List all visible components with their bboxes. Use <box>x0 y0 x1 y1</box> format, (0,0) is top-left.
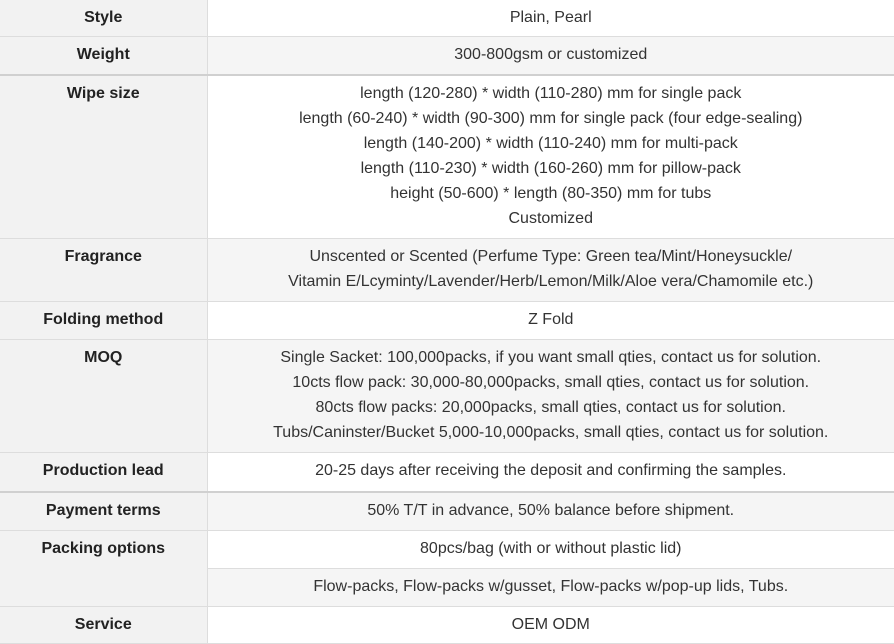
row-value <box>207 75 894 239</box>
row-label <box>0 531 207 607</box>
value-line: Single Sacket: 100,000packs, if you want small qties, contact us for solution. <box>208 345 894 370</box>
row-label-text: MOQ <box>0 345 207 370</box>
value-line: height (50-600) * length (80-350) mm for tubs <box>208 181 894 206</box>
value-line: length (120-280) * width (110-280) mm for single pack <box>208 81 894 106</box>
value-line: Z Fold <box>208 307 894 332</box>
row-label-text: Packing options <box>0 536 207 561</box>
spec-row-service <box>0 607 894 644</box>
row-label-text: Style <box>0 5 207 30</box>
row-value <box>207 239 894 302</box>
value-line: 80pcs/bag (with or without plastic lid) <box>208 536 894 561</box>
row-label <box>0 75 207 239</box>
row-label <box>0 239 207 302</box>
value-line: length (110-230) * width (160-260) mm for pillow-pack <box>208 156 894 181</box>
spec-row-fragrance <box>0 239 894 302</box>
spec-row-style <box>0 0 894 37</box>
value-line: Flow-packs, Flow-packs w/gusset, Flow-packs w/pop-up lids, Tubs. <box>208 574 894 599</box>
row-label <box>0 607 207 644</box>
row-value <box>207 569 894 607</box>
row-label <box>0 37 207 76</box>
value-line: Unscented or Scented (Perfume Type: Green tea/Mint/Honeysuckle/ <box>208 244 894 269</box>
row-value <box>207 302 894 340</box>
row-label-text: Folding method <box>0 307 207 332</box>
row-value <box>207 340 894 453</box>
row-value <box>207 607 894 644</box>
row-value <box>207 492 894 531</box>
value-line: Customized <box>208 206 894 231</box>
spec-row-payment-terms <box>0 492 894 531</box>
value-line: 20-25 days after receiving the deposit and confirming the samples. <box>208 458 894 483</box>
spec-row-moq <box>0 340 894 453</box>
row-label-text: Wipe size <box>0 81 207 106</box>
row-label-text: Payment terms <box>0 498 207 523</box>
value-line: 50% T/T in advance, 50% balance before shipment. <box>208 498 894 523</box>
value-line: 80cts flow packs: 20,000packs, small qties, contact us for solution. <box>208 395 894 420</box>
value-line: Plain, Pearl <box>208 5 894 30</box>
value-line: length (60-240) * width (90-300) mm for single pack (four edge-sealing) <box>208 106 894 131</box>
spec-row-folding-method <box>0 302 894 340</box>
row-value <box>207 453 894 493</box>
value-line: 10cts flow pack: 30,000-80,000packs, small qties, contact us for solution. <box>208 370 894 395</box>
value-line: Vitamin E/Lcyminty/Lavender/Herb/Lemon/Milk/Aloe vera/Chamomile etc.) <box>208 269 894 294</box>
row-label <box>0 340 207 453</box>
value-line: OEM ODM <box>208 612 894 637</box>
row-value <box>207 531 894 569</box>
row-label-text: Service <box>0 612 207 637</box>
row-label <box>0 302 207 340</box>
value-line: Tubs/Caninster/Bucket 5,000-10,000packs, small qties, contact us for solution. <box>208 420 894 445</box>
value-line: 300-800gsm or customized <box>208 42 894 67</box>
row-label <box>0 0 207 37</box>
row-label <box>0 453 207 493</box>
row-label-text: Fragrance <box>0 244 207 269</box>
spec-row-packing-options <box>0 531 894 569</box>
row-label-text: Weight <box>0 42 207 67</box>
row-value <box>207 37 894 76</box>
spec-row-wipe-size <box>0 75 894 239</box>
spec-row-weight <box>0 37 894 76</box>
row-label <box>0 492 207 531</box>
row-value <box>207 0 894 37</box>
spec-row-production-lead <box>0 453 894 493</box>
value-line: length (140-200) * width (110-240) mm for multi-pack <box>208 131 894 156</box>
row-label-text: Production lead <box>0 458 207 483</box>
